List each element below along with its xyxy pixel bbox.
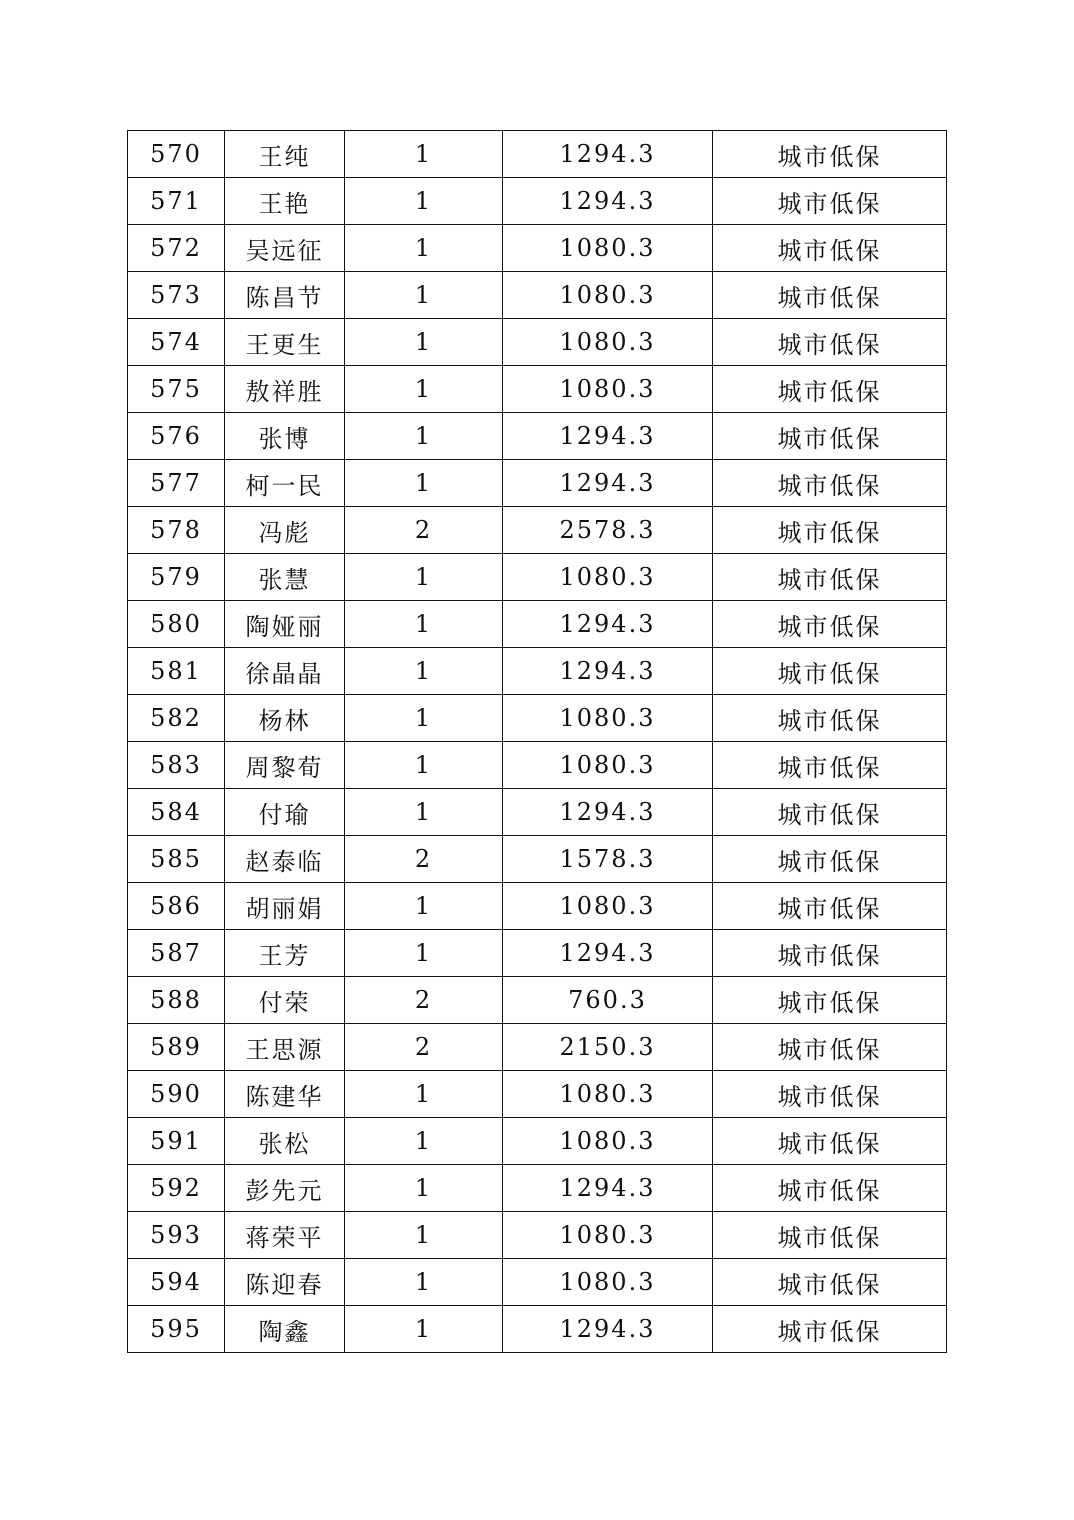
cell-name: 陈迎春 [225, 1259, 345, 1306]
cell-serial-number: 573 [128, 272, 225, 319]
cell-amount: 1294.3 [503, 648, 713, 695]
cell-category: 城市低保 [713, 554, 947, 601]
cell-amount: 1080.3 [503, 1212, 713, 1259]
cell-name: 陈建华 [225, 1071, 345, 1118]
cell-serial-number: 593 [128, 1212, 225, 1259]
cell-category: 城市低保 [713, 601, 947, 648]
cell-serial-number: 592 [128, 1165, 225, 1212]
cell-amount: 1080.3 [503, 742, 713, 789]
cell-amount: 2150.3 [503, 1024, 713, 1071]
cell-serial-number: 578 [128, 507, 225, 554]
cell-category: 城市低保 [713, 319, 947, 366]
table-row [128, 1071, 947, 1118]
subsidy-roster-table [127, 130, 947, 1353]
table-row [128, 178, 947, 225]
cell-category: 城市低保 [713, 930, 947, 977]
table-row [128, 1259, 947, 1306]
cell-household-size: 2 [345, 836, 503, 883]
cell-category: 城市低保 [713, 648, 947, 695]
cell-name: 陶娅丽 [225, 601, 345, 648]
cell-serial-number: 581 [128, 648, 225, 695]
table-row [128, 1306, 947, 1353]
cell-category: 城市低保 [713, 460, 947, 507]
cell-serial-number: 572 [128, 225, 225, 272]
cell-household-size: 1 [345, 789, 503, 836]
cell-category: 城市低保 [713, 742, 947, 789]
cell-household-size: 1 [345, 178, 503, 225]
table-row [128, 601, 947, 648]
cell-serial-number: 591 [128, 1118, 225, 1165]
cell-amount: 1080.3 [503, 272, 713, 319]
table-row [128, 789, 947, 836]
cell-category: 城市低保 [713, 131, 947, 178]
cell-name: 胡丽娟 [225, 883, 345, 930]
cell-name: 杨林 [225, 695, 345, 742]
cell-amount: 1294.3 [503, 789, 713, 836]
cell-name: 张博 [225, 413, 345, 460]
cell-amount: 1080.3 [503, 1259, 713, 1306]
cell-category: 城市低保 [713, 977, 947, 1024]
cell-amount: 1080.3 [503, 366, 713, 413]
cell-serial-number: 595 [128, 1306, 225, 1353]
table-body [128, 131, 947, 1353]
cell-serial-number: 588 [128, 977, 225, 1024]
cell-name: 张慧 [225, 554, 345, 601]
cell-amount: 1294.3 [503, 178, 713, 225]
cell-household-size: 1 [345, 742, 503, 789]
table-row [128, 883, 947, 930]
cell-name: 冯彪 [225, 507, 345, 554]
cell-serial-number: 594 [128, 1259, 225, 1306]
table-row [128, 648, 947, 695]
cell-category: 城市低保 [713, 366, 947, 413]
cell-amount: 1080.3 [503, 883, 713, 930]
table-row [128, 742, 947, 789]
cell-category: 城市低保 [713, 1024, 947, 1071]
cell-household-size: 1 [345, 601, 503, 648]
cell-category: 城市低保 [713, 507, 947, 554]
cell-household-size: 2 [345, 977, 503, 1024]
table-row [128, 460, 947, 507]
cell-name: 王更生 [225, 319, 345, 366]
cell-category: 城市低保 [713, 272, 947, 319]
cell-amount: 1294.3 [503, 601, 713, 648]
cell-household-size: 1 [345, 319, 503, 366]
cell-name: 王纯 [225, 131, 345, 178]
cell-category: 城市低保 [713, 1118, 947, 1165]
cell-serial-number: 587 [128, 930, 225, 977]
cell-amount: 760.3 [503, 977, 713, 1024]
cell-household-size: 2 [345, 1024, 503, 1071]
table-row [128, 131, 947, 178]
cell-name: 陶鑫 [225, 1306, 345, 1353]
cell-serial-number: 576 [128, 413, 225, 460]
cell-name: 吴远征 [225, 225, 345, 272]
cell-amount: 1080.3 [503, 319, 713, 366]
cell-name: 王艳 [225, 178, 345, 225]
cell-category: 城市低保 [713, 225, 947, 272]
table-row [128, 366, 947, 413]
cell-category: 城市低保 [713, 1212, 947, 1259]
cell-household-size: 1 [345, 1165, 503, 1212]
cell-household-size: 1 [345, 1259, 503, 1306]
table-row [128, 836, 947, 883]
cell-category: 城市低保 [713, 695, 947, 742]
cell-amount: 1080.3 [503, 695, 713, 742]
cell-name: 张松 [225, 1118, 345, 1165]
table-row [128, 319, 947, 366]
table-row [128, 977, 947, 1024]
cell-category: 城市低保 [713, 1259, 947, 1306]
cell-household-size: 1 [345, 883, 503, 930]
cell-household-size: 1 [345, 225, 503, 272]
cell-serial-number: 571 [128, 178, 225, 225]
cell-amount: 2578.3 [503, 507, 713, 554]
table-row [128, 1212, 947, 1259]
cell-household-size: 1 [345, 695, 503, 742]
cell-household-size: 1 [345, 1306, 503, 1353]
cell-serial-number: 586 [128, 883, 225, 930]
cell-name: 敖祥胜 [225, 366, 345, 413]
cell-name: 王思源 [225, 1024, 345, 1071]
cell-serial-number: 584 [128, 789, 225, 836]
table-row [128, 413, 947, 460]
cell-amount: 1294.3 [503, 413, 713, 460]
cell-name: 柯一民 [225, 460, 345, 507]
cell-household-size: 1 [345, 1071, 503, 1118]
table-row [128, 225, 947, 272]
cell-serial-number: 582 [128, 695, 225, 742]
cell-name: 周黎荀 [225, 742, 345, 789]
cell-name: 付瑜 [225, 789, 345, 836]
cell-household-size: 1 [345, 1212, 503, 1259]
cell-household-size: 1 [345, 1118, 503, 1165]
cell-name: 付荣 [225, 977, 345, 1024]
cell-serial-number: 574 [128, 319, 225, 366]
cell-amount: 1080.3 [503, 225, 713, 272]
cell-household-size: 1 [345, 366, 503, 413]
cell-category: 城市低保 [713, 789, 947, 836]
cell-household-size: 1 [345, 131, 503, 178]
cell-household-size: 1 [345, 554, 503, 601]
cell-category: 城市低保 [713, 1306, 947, 1353]
cell-serial-number: 575 [128, 366, 225, 413]
cell-category: 城市低保 [713, 883, 947, 930]
cell-serial-number: 590 [128, 1071, 225, 1118]
cell-serial-number: 577 [128, 460, 225, 507]
table-row [128, 1165, 947, 1212]
cell-amount: 1294.3 [503, 930, 713, 977]
table-row [128, 507, 947, 554]
cell-category: 城市低保 [713, 836, 947, 883]
table-row [128, 695, 947, 742]
cell-name: 王芳 [225, 930, 345, 977]
cell-household-size: 1 [345, 272, 503, 319]
cell-serial-number: 589 [128, 1024, 225, 1071]
cell-household-size: 1 [345, 930, 503, 977]
table-row [128, 930, 947, 977]
table-row [128, 272, 947, 319]
cell-name: 蒋荣平 [225, 1212, 345, 1259]
cell-name: 赵泰临 [225, 836, 345, 883]
cell-name: 彭先元 [225, 1165, 345, 1212]
cell-serial-number: 570 [128, 131, 225, 178]
cell-amount: 1080.3 [503, 554, 713, 601]
cell-household-size: 2 [345, 507, 503, 554]
cell-amount: 1294.3 [503, 1306, 713, 1353]
cell-category: 城市低保 [713, 1071, 947, 1118]
cell-name: 陈昌节 [225, 272, 345, 319]
table-row [128, 1118, 947, 1165]
cell-serial-number: 579 [128, 554, 225, 601]
cell-household-size: 1 [345, 460, 503, 507]
cell-name: 徐晶晶 [225, 648, 345, 695]
cell-amount: 1578.3 [503, 836, 713, 883]
cell-serial-number: 585 [128, 836, 225, 883]
cell-household-size: 1 [345, 648, 503, 695]
cell-amount: 1080.3 [503, 1118, 713, 1165]
cell-category: 城市低保 [713, 178, 947, 225]
cell-serial-number: 580 [128, 601, 225, 648]
cell-category: 城市低保 [713, 413, 947, 460]
cell-household-size: 1 [345, 413, 503, 460]
table-row [128, 554, 947, 601]
cell-amount: 1294.3 [503, 1165, 713, 1212]
cell-serial-number: 583 [128, 742, 225, 789]
cell-category: 城市低保 [713, 1165, 947, 1212]
table-row [128, 1024, 947, 1071]
cell-amount: 1294.3 [503, 460, 713, 507]
cell-amount: 1080.3 [503, 1071, 713, 1118]
cell-amount: 1294.3 [503, 131, 713, 178]
